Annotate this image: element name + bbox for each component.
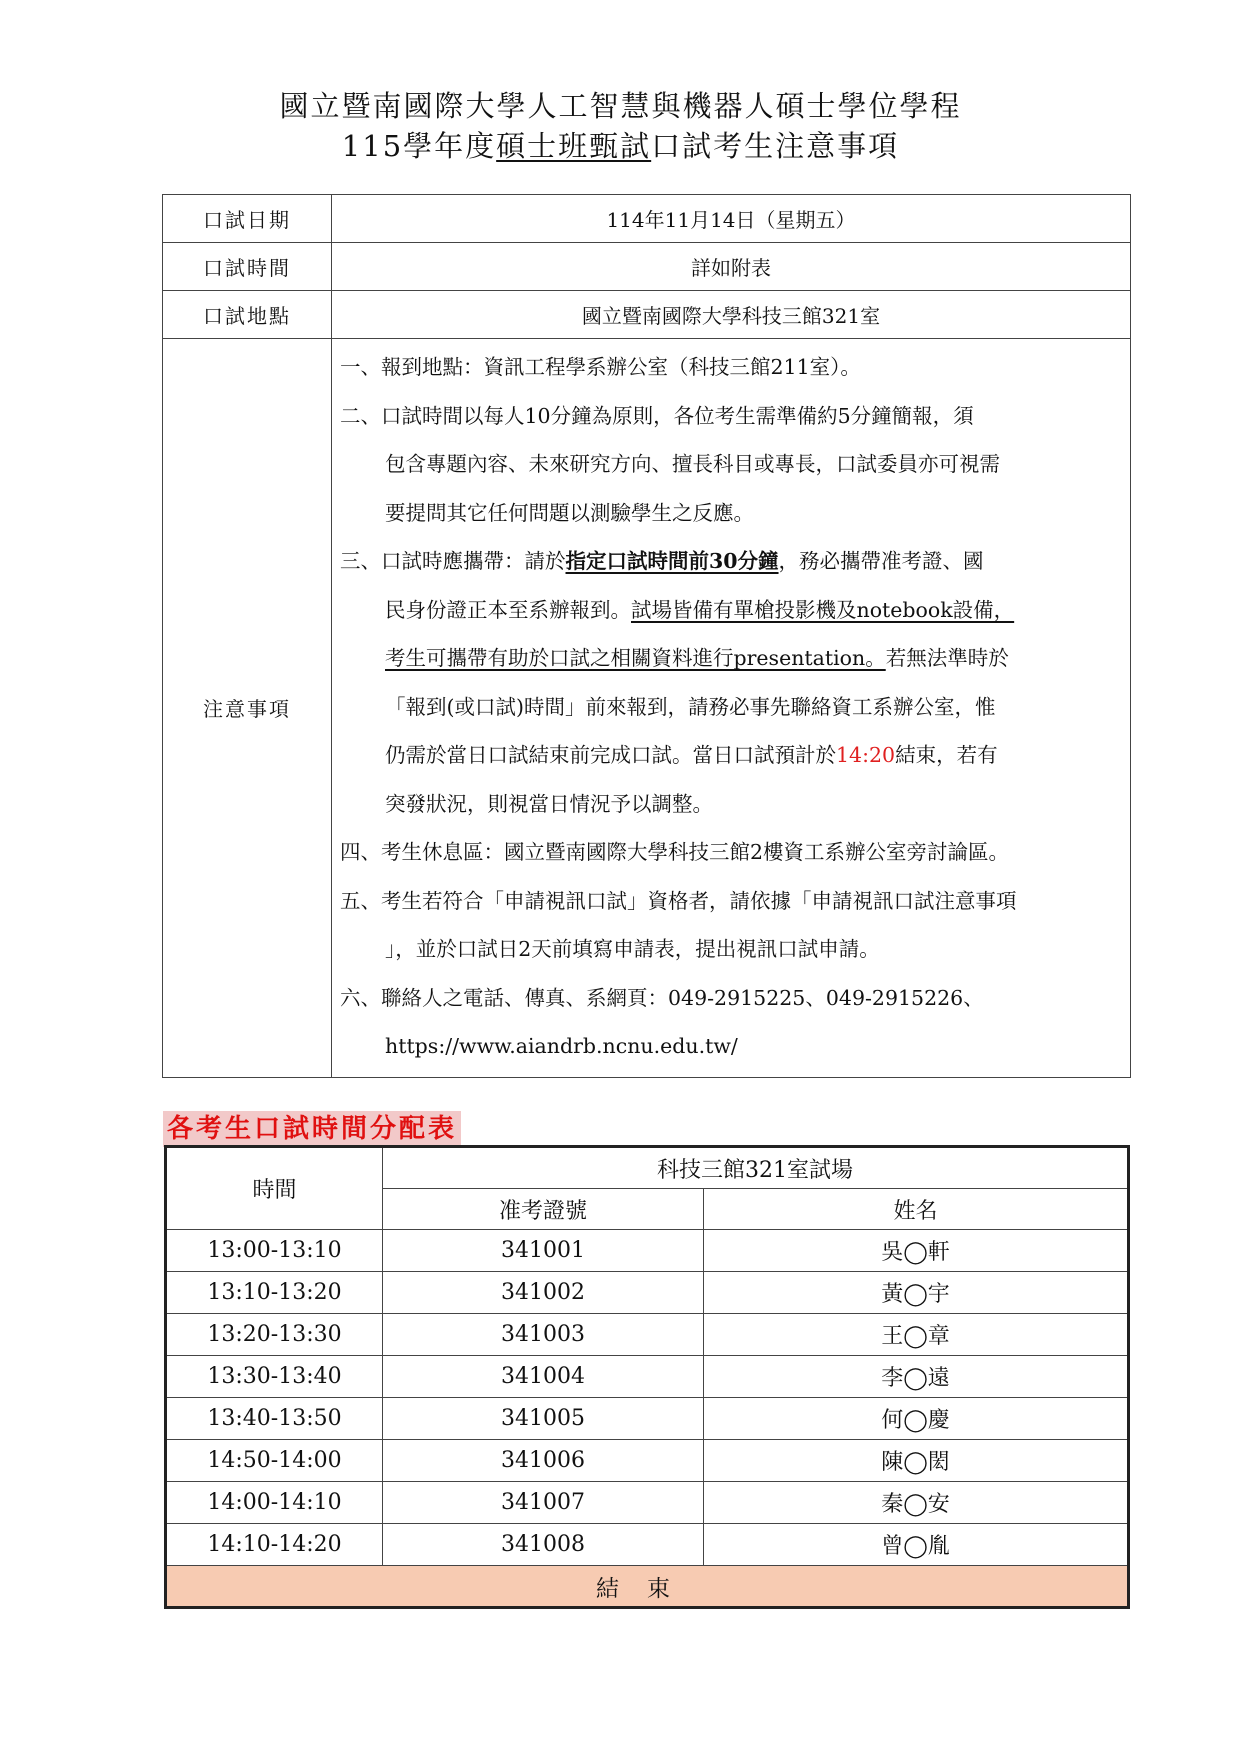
note-6-line-1: 六、聯絡人之電話、傳真、系網頁：049-2915225、049-2915226、 [340, 985, 984, 1010]
venue-header: 科技三館321室試場 [383, 1147, 1129, 1189]
col-id-header: 准考證號 [383, 1189, 704, 1230]
table-row [166, 1524, 1129, 1566]
note-3-deadline: 指定口試時間前30分鐘 [565, 549, 779, 573]
notes-content [332, 339, 1131, 1078]
note-3-line-3 [340, 634, 1128, 683]
subtitle-prefix: 115學年度 [341, 129, 497, 163]
note-5-line-1: 五、考生若符合「申請視訊口試」資格者，請依據「申請視訊口試注意事項 [340, 888, 1017, 913]
exam-date-value: 114年11月14日（星期五） [332, 195, 1131, 243]
note-3e-pre: 仍需於當日口試結束前完成口試。當日口試預計於 [385, 743, 836, 767]
end-label: 結束 [166, 1566, 1129, 1608]
note-3-line-2 [340, 586, 1128, 635]
schedule-table [164, 1145, 1130, 1609]
note-5-line-2: 」，並於口試日2天前填寫申請表，提出視訊口試申請。 [385, 937, 880, 961]
schedule-header-row [166, 1147, 1129, 1189]
note-3-line-1 [340, 537, 1128, 586]
note-3-post: ，務必攜帶准考證、國 [778, 549, 984, 573]
col-name-header: 姓名 [704, 1189, 1129, 1230]
candidate-id: 341008 [383, 1524, 704, 1566]
candidate-id: 341001 [383, 1230, 704, 1272]
table-row [166, 1230, 1129, 1272]
exam-date-label: 口試日期 [163, 195, 332, 243]
note-3-line-6: 突發狀況，則視當日情況予以調整。 [385, 791, 713, 816]
slot-time: 13:00-13:10 [166, 1230, 383, 1272]
col-time-header: 時間 [166, 1147, 383, 1230]
notes-row [163, 339, 1131, 1078]
slot-time: 14:10-14:20 [166, 1524, 383, 1566]
candidate-name: 陳◯閎 [704, 1440, 1129, 1482]
exam-place-value: 國立暨南國際大學科技三館321室 [332, 291, 1131, 339]
end-time-highlight: 14:20 [836, 743, 896, 767]
note-4: 四、考生休息區：國立暨南國際大學科技三館2樓資工系辦公室旁討論區。 [340, 840, 1010, 864]
candidate-name: 曾◯胤 [704, 1524, 1129, 1566]
slot-time: 13:30-13:40 [166, 1356, 383, 1398]
slot-time: 13:20-13:30 [166, 1314, 383, 1356]
note-2-line-1: 二、口試時間以每人10分鐘為原則，各位考生需準備約5分鐘簡報，須 [340, 403, 974, 428]
candidate-name: 秦◯安 [704, 1482, 1129, 1524]
schedule-end-row [166, 1566, 1129, 1608]
table-row [166, 1482, 1129, 1524]
candidate-name: 吳◯軒 [704, 1230, 1129, 1272]
candidate-id: 341003 [383, 1314, 704, 1356]
note-3-line-4: 「報到(或口試)時間」前來報到，請務必事先聯絡資工系辦公室，惟 [385, 694, 996, 719]
exam-date-row [163, 195, 1131, 243]
note-3c-underlined: 考生可攜帶有助於口試之相關資料進行presentation。 [385, 646, 886, 670]
note-3b-pre: 民身份證正本至系辦報到。 [385, 597, 631, 622]
subtitle-suffix: 口試考生注意事項 [651, 129, 900, 163]
slot-time: 14:00-14:10 [166, 1482, 383, 1524]
exam-time-row [163, 243, 1131, 291]
table-row [166, 1398, 1129, 1440]
slot-time: 13:40-13:50 [166, 1398, 383, 1440]
candidate-id: 341007 [383, 1482, 704, 1524]
page-subtitle [0, 124, 1241, 165]
candidate-name: 王◯章 [704, 1314, 1129, 1356]
table-row [166, 1272, 1129, 1314]
note-2-line-3: 要提問其它任何問題以測驗學生之反應。 [385, 500, 754, 525]
note-3c-post: 若無法準時於 [885, 646, 1009, 670]
candidate-name: 何◯慶 [704, 1398, 1129, 1440]
table-row [166, 1356, 1129, 1398]
table-row [166, 1314, 1129, 1356]
candidate-id: 341005 [383, 1398, 704, 1440]
exam-time-value: 詳如附表 [332, 243, 1131, 291]
exam-time-label: 口試時間 [163, 243, 332, 291]
note-3b-underlined: 試場皆備有單槍投影機及notebook設備， [631, 597, 1015, 622]
exam-place-row [163, 291, 1131, 339]
note-1: 一、報到地點：資訊工程學系辦公室（科技三館211室）。 [340, 355, 861, 379]
slot-time: 14:50-14:00 [166, 1440, 383, 1482]
schedule-title: 各考生口試時間分配表 [163, 1111, 461, 1147]
note-2-line-2: 包含專題內容、未來研究方向、擅長科目或專長，口試委員亦可視需 [385, 452, 1000, 476]
note-3e-post: 結束，若有 [895, 743, 998, 767]
table-row [166, 1440, 1129, 1482]
note-3-pre: 三、口試時應攜帶：請於 [340, 549, 566, 573]
candidate-id: 341004 [383, 1356, 704, 1398]
exam-place-label: 口試地點 [163, 291, 332, 339]
candidate-name: 李◯遠 [704, 1356, 1129, 1398]
dept-website-link[interactable]: https://www.aiandrb.ncnu.edu.tw/ [385, 1034, 738, 1058]
notes-label: 注意事項 [163, 339, 332, 1078]
candidate-name: 黃◯宇 [704, 1272, 1129, 1314]
subtitle-underlined: 碩士班甄試 [496, 129, 652, 163]
exam-info-table [162, 194, 1131, 1078]
slot-time: 13:10-13:20 [166, 1272, 383, 1314]
candidate-id: 341006 [383, 1440, 704, 1482]
note-3-line-5 [340, 731, 1128, 780]
page-title: 國立暨南國際大學人工智慧與機器人碩士學位學程 [279, 89, 962, 123]
candidate-id: 341002 [383, 1272, 704, 1314]
